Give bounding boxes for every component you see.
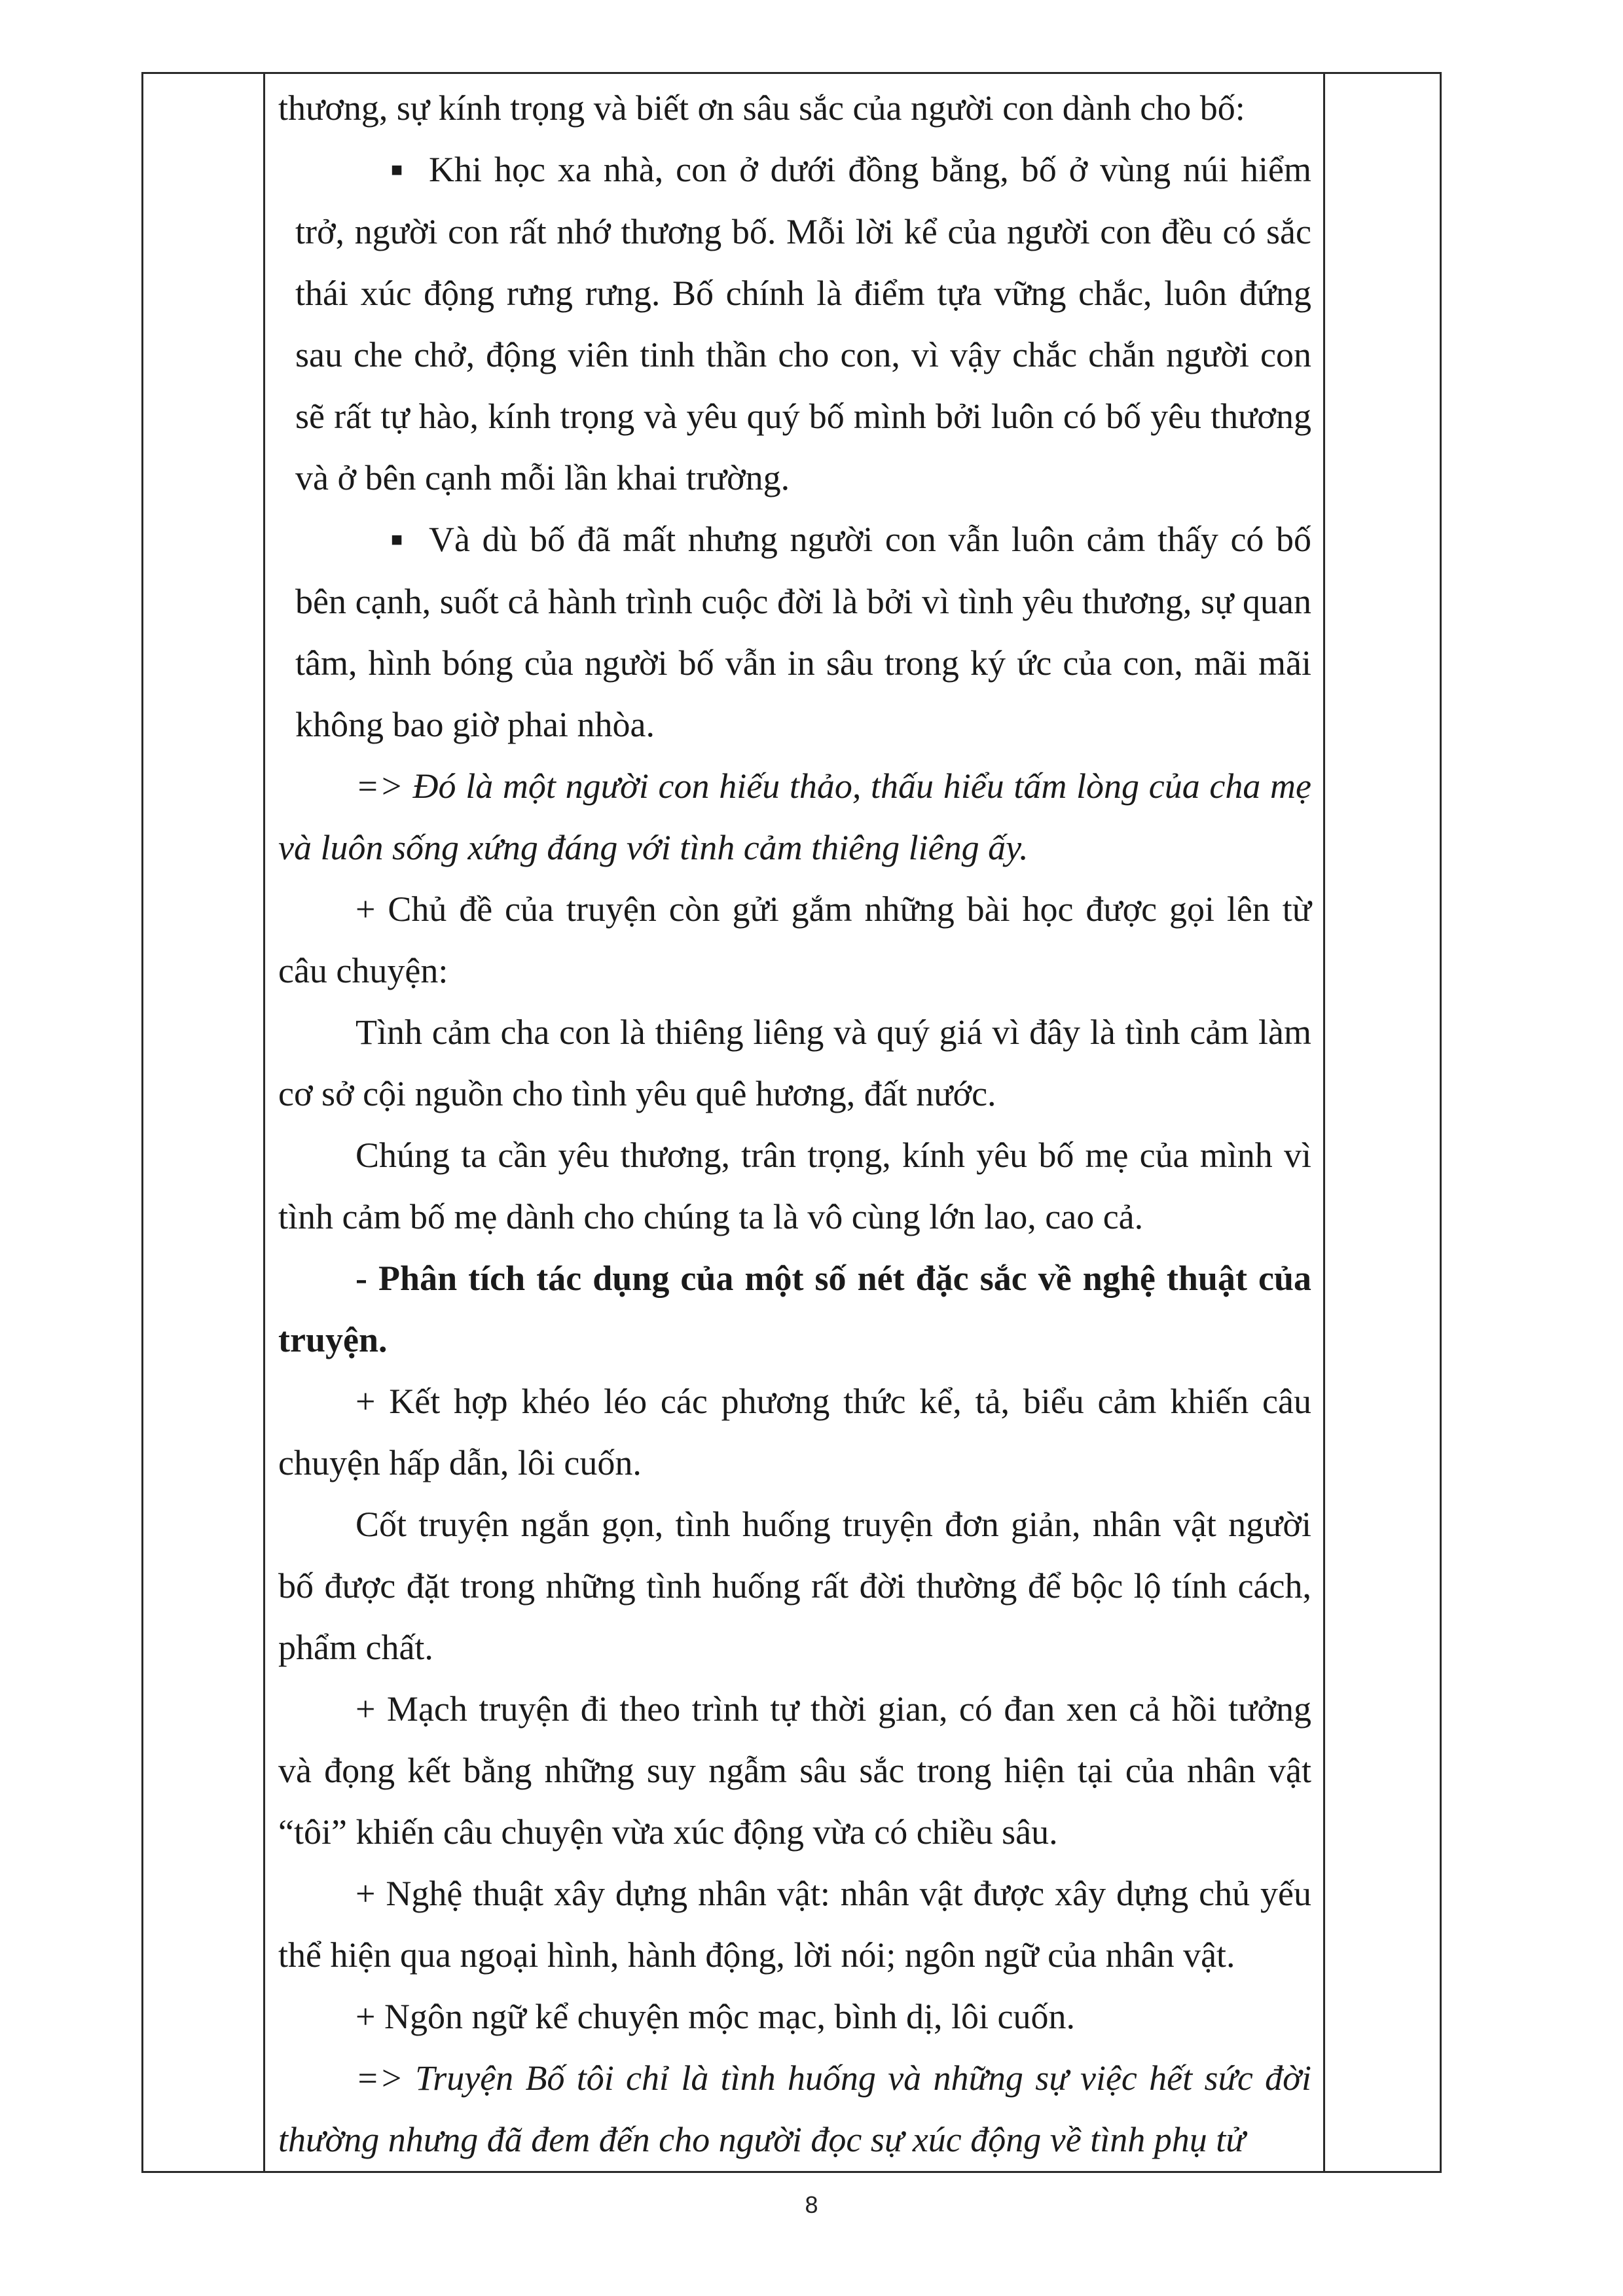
paragraph: + Ngôn ngữ kể chuyện mộc mạc, bình dị, lôi cuốn.: [356, 1997, 1076, 2036]
page-number: 8: [805, 2191, 818, 2218]
paragraph: + Mạch truyện đi theo trình tự thời gian, có đan xen cả hồi tưởng và đọng kết bằng những suy ngẫm sâu sắc trong hiện tại của nhân vật “tôi” khiến câu chuyện vừa xúc động vừa có chiều sâu.: [278, 1689, 1311, 1852]
paragraph: Cốt truyện ngắn gọn, tình huống truyện đơn giản, nhân vật người bố được đặt trong những tình huống rất đời thường để bộc lộ tính cách, phẩm chất.: [278, 1505, 1311, 1667]
paragraph: Chúng ta cần yêu thương, trân trọng, kính yêu bố mẹ của mình vì tình cảm bố mẹ dành cho chúng ta là vô cùng lớn lao, cao cả.: [278, 1136, 1311, 1236]
conclusion-paragraph: => Đó là một người con hiếu thảo, thấu hiểu tấm lòng của cha mẹ và luôn sống xứng đáng với tình cảm thiêng liêng ấy.: [278, 766, 1311, 867]
paragraph: + Nghệ thuật xây dựng nhân vật: nhân vật được xây dựng chủ yếu thể hiện qua ngoại hình, hành động, lời nói; ngôn ngữ của nhân vật.: [278, 1874, 1311, 1975]
paragraph-continuation: thương, sự kính trọng và biết ơn sâu sắc của người con dành cho bố:: [278, 88, 1245, 128]
bullet-item: [278, 139, 1311, 509]
bullet-text: Và dù bố đã mất nhưng người con vẫn luôn cảm thấy có bố bên cạnh, suốt cả hành trình cuộc đời là bởi vì tình yêu thương, sự quan tâm, hình bóng của người bố vẫn in sâu trong ký ức của con, mãi mãi không bao giờ phai nhòa.: [295, 520, 1311, 744]
paragraph: + Kết hợp khéo léo các phương thức kể, tả, biểu cảm khiến câu chuyện hấp dẫn, lôi cuốn.: [278, 1382, 1311, 1482]
bullet-item: [278, 509, 1311, 755]
square-bullet-icon: ■: [390, 529, 403, 550]
table-bottom-border: [141, 2171, 1442, 2173]
square-bullet-icon: ■: [390, 159, 403, 181]
paragraph: + Chủ đề của truyện còn gửi gắm những bài học được gọi lên từ câu chuyện:: [278, 889, 1311, 990]
column-divider-left: [263, 74, 265, 2173]
section-heading: - Phân tích tác dụng của một số nét đặc sắc về nghệ thuật của truyện.: [278, 1259, 1311, 1359]
conclusion-paragraph: => Truyện Bố tôi chỉ là tình huống và những sự việc hết sức đời thường nhưng đã đem đến cho người đọc sự xúc động về tình phụ tử: [278, 2058, 1311, 2159]
bullet-text: Khi học xa nhà, con ở dưới đồng bằng, bố ở vùng núi hiểm trở, người con rất nhớ thương bố. Mỗi lời kể của người con đều có sắc thái xúc động rưng rưng. Bố chính là điểm tựa vững chắc, luôn đứng sau che chở, động viên tinh thần cho con, vì vậy chắc chắn người con sẽ rất tự hào, kính trọng và yêu quý bố mình bởi luôn có bố yêu thương và ở bên cạnh mỗi lần khai trường.: [295, 150, 1311, 497]
content-column: [278, 77, 1311, 2170]
column-divider-right: [1323, 74, 1325, 2173]
paragraph: Tình cảm cha con là thiêng liêng và quý giá vì đây là tình cảm làm cơ sở cội nguồn cho tình yêu quê hương, đất nước.: [278, 1013, 1311, 1113]
